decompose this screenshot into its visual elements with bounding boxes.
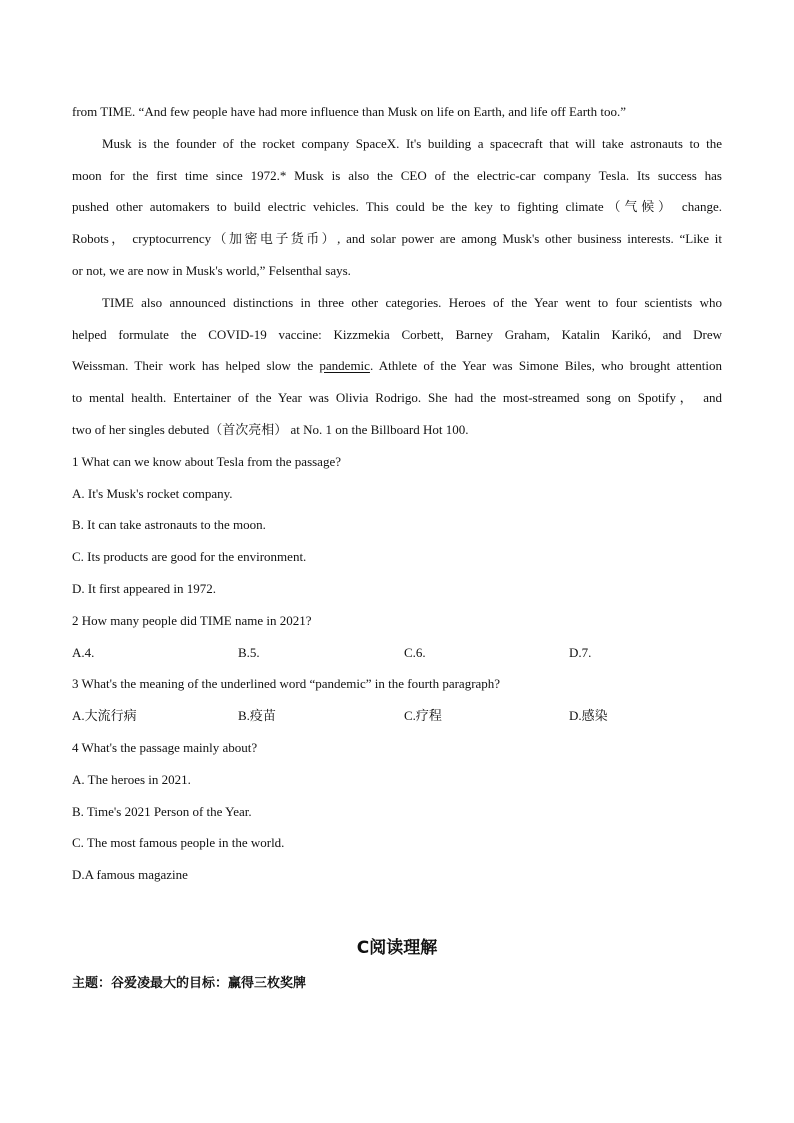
question-1-option-c: C. Its products are good for the environment. [72,549,307,564]
passage-line: two of her singles debuted（首次亮相） at No. 1 on the Billboard Hot 100. [72,422,469,437]
question-2-option-a: A.4. [72,645,95,660]
question-3-option-c: C.疗程 [404,708,442,723]
section-c-title: C阅读理解 [356,938,438,958]
question-1-option-a: A. It's Musk's rocket company. [72,486,233,501]
question-1-stem: 1 What can we know about Tesla from the passage? [72,454,341,469]
passage-line: TIME also announced distinctions in three other categories. Heroes of the Year went to four scientists who [102,295,722,310]
passage-line: helped formulate the COVID-19 vaccine: Kizzmekia Corbett, Barney Graham, Katalin Karikó, and Drew [72,327,722,342]
passage-line: or not, we are now in Musk's world,” Felsenthal says. [72,263,351,278]
question-4-option-d: D.A famous magazine [72,867,188,882]
question-2-option-b: B.5. [238,645,260,660]
underlined-word-pandemic: pandemic [319,358,370,373]
passage-line: to mental health. Entertainer of the Year was Olivia Rodrigo. She had the most-streamed song on Spotify， and [72,390,722,405]
question-4-option-c: C. The most famous people in the world. [72,835,285,850]
passage-text: . Athlete of the Year was Simone Biles, who brought attention [369,358,722,373]
question-4-option-a: A. The heroes in 2021. [72,772,191,787]
question-4-stem: 4 What's the passage mainly about? [72,740,258,755]
question-1-option-d: D. It first appeared in 1972. [72,581,217,596]
section-c-topic: 主题：谷爱凌最大的目标：赢得三枚奖牌 [72,976,307,991]
question-2-stem: 2 How many people did TIME name in 2021? [72,613,312,628]
passage-line: Robots， cryptocurrency（加密电子货币）, and solar power are among Musk's other business interests. “Like it [72,231,722,246]
passage-text: Weissman. Their work has helped slow the [72,358,320,373]
question-3-option-a: A.大流行病 [72,708,137,723]
passage-line: from TIME. “And few people have had more influence than Musk on life on Earth, and life off Earth too.” [72,104,627,119]
question-3-option-d: D.感染 [569,708,608,723]
passage-line: pushed other automakers to build electric vehicles. This could be the key to fighting climate（气候） change. [72,199,722,214]
question-3-option-b: B.疫苗 [238,708,276,723]
question-2-option-d: D.7. [569,645,592,660]
question-3-stem: 3 What's the meaning of the underlined word “pandemic” in the fourth paragraph? [72,676,501,691]
question-2-option-c: C.6. [404,645,426,660]
question-4-option-b: B. Time's 2021 Person of the Year. [72,804,252,819]
passage-line [72,357,722,375]
question-1-option-b: B. It can take astronauts to the moon. [72,517,266,532]
passage-line: moon for the first time since 1972.* Musk is also the CEO of the electric-car company Tesla. Its success has [72,168,722,183]
passage-line: Musk is the founder of the rocket company SpaceX. It's building a spacecraft that will take astronauts to the [102,136,722,151]
